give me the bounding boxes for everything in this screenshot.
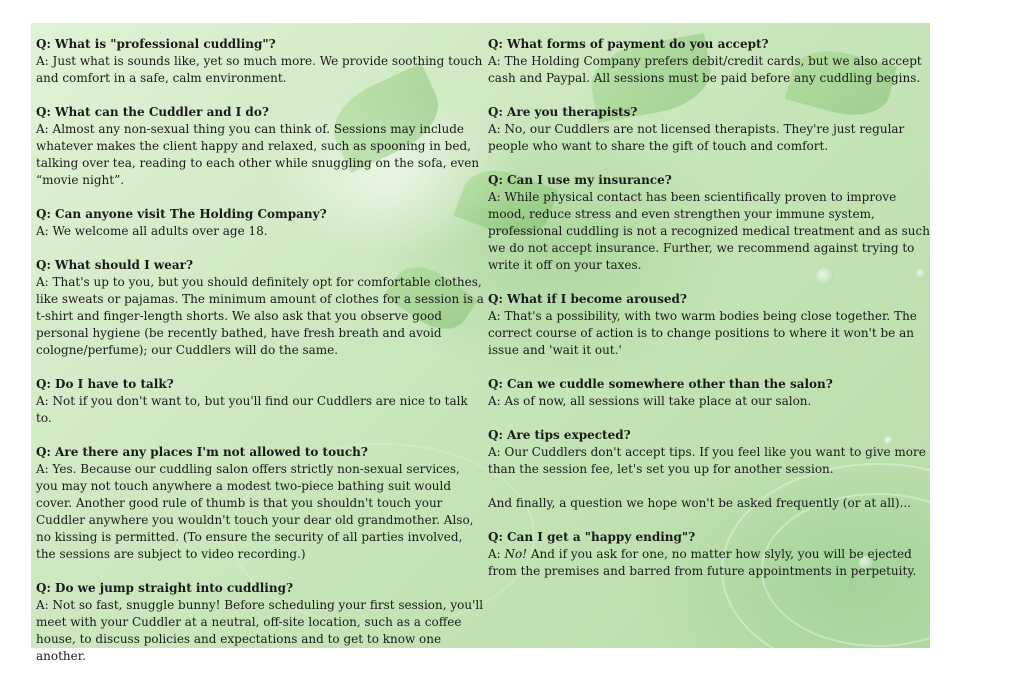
faq-item [36,376,484,427]
faq-question: Q: Do I have to talk? [36,377,174,391]
faq-question: Q: What forms of payment do you accept? [488,37,769,51]
answer-prefix: A: [488,547,505,561]
faq-answer: A: Just what is sounds like, yet so much more. We provide soothing touch and comfort in a safe, calm environment. [36,54,483,85]
faq-item [488,291,930,359]
faq-item [488,427,930,478]
answer-emphasis: No! [504,547,528,561]
faq-item [488,376,930,410]
faq-question: Q: Are you therapists? [488,105,638,119]
faq-question: Q: Can I use my insurance? [488,173,672,187]
faq-question: Q: What if I become aroused? [488,292,687,306]
faq-item [36,104,484,189]
faq-answer: A: We welcome all adults over age 18. [36,224,268,238]
faq-question: Q: What should I wear? [36,258,193,272]
faq-answer: A: Our Cuddlers don't accept tips. If you feel like you want to give more than the session fee, let's set you up for another session. [488,445,926,476]
faq-question: Q: Can I get a "happy ending"? [488,530,696,544]
faq-answer: A: The Holding Company prefers debit/credit cards, but we also accept cash and Paypal. All sessions must be paid before any cuddling begins. [488,54,922,85]
faq-question: Q: Are there any places I'm not allowed to touch? [36,445,368,459]
faq-left-column [36,36,484,682]
faq-answer: A: Almost any non-sexual thing you can think of. Sessions may include whatever makes the client happy and relaxed, such as spooning in bed, talking over tea, reading to each other while snuggling on the sofa, even “movie night”. [36,122,480,187]
faq-answer: A: Yes. Because our cuddling salon offers strictly non-sexual services, you may not touch anywhere a modest two-piece bathing suit would cover. Another good rule of thumb is that you shouldn't touch your Cuddler anywhere you wouldn't touch your dear old grandmother. Also, no kissing is permitted. (To ensure the security of all parties involved, the sessions are subject to video recording.) [36,462,474,561]
faq-item [36,206,484,240]
faq-answer: A: No, our Cuddlers are not licensed therapists. They're just regular people who want to share the gift of touch and comfort. [488,122,905,153]
faq-question: Q: Are tips expected? [488,428,631,442]
faq-answer [488,546,930,580]
faq-question: Q: What is "professional cuddling"? [36,37,276,51]
faq-answer: A: Not so fast, snuggle bunny! Before scheduling your first session, you'll meet with your Cuddler at a neutral, off-site location, such as a coffee house, to discuss policies and expectations and to get to know one another. [36,598,484,663]
faq-answer: A: That's up to you, but you should definitely opt for comfortable clothes, like sweats or pajamas. The minimum amount of clothes for a session is a t-shirt and finger-length shorts. We also ask that you observe good personal hygiene (be recently bathed, have fresh breath and avoid cologne/perfume); our Cuddlers will do the same. [36,275,484,357]
faq-question: Q: Can anyone visit The Holding Company? [36,207,327,221]
faq-answer: A: As of now, all sessions will take place at our salon. [488,394,812,408]
faq-item-final [488,529,930,580]
faq-item [488,104,930,155]
faq-item [36,257,484,359]
faq-answer: A: That's a possibility, with two warm bodies being close together. The correct course of action is to change positions to where it won't be an issue and 'wait it out.' [488,309,917,357]
faq-item [488,172,930,274]
faq-question: Q: What can the Cuddler and I do? [36,105,269,119]
closing-note: And finally, a question we hope won't be asked frequently (or at all)... [488,496,911,510]
faq-item [36,444,484,563]
answer-rest: And if you ask for one, no matter how slyly, you will be ejected from the premises and barred from future appointments in perpetuity. [488,547,917,578]
faq-question: Q: Do we jump straight into cuddling? [36,581,293,595]
faq-item [36,36,484,87]
faq-page [31,23,930,663]
faq-item [488,36,930,87]
faq-item [36,580,484,665]
faq-answer: A: Not if you don't want to, but you'll find our Cuddlers are nice to talk to. [36,394,468,425]
faq-right-column [488,36,930,597]
faq-question: Q: Can we cuddle somewhere other than the salon? [488,377,833,391]
faq-answer: A: While physical contact has been scientifically proven to improve mood, reduce stress and even strengthen your immune system, professional cuddling is not a recognized medical treatment and as such we do not accept insurance. Further, we recommend against trying to write it off on your taxes. [488,190,930,272]
